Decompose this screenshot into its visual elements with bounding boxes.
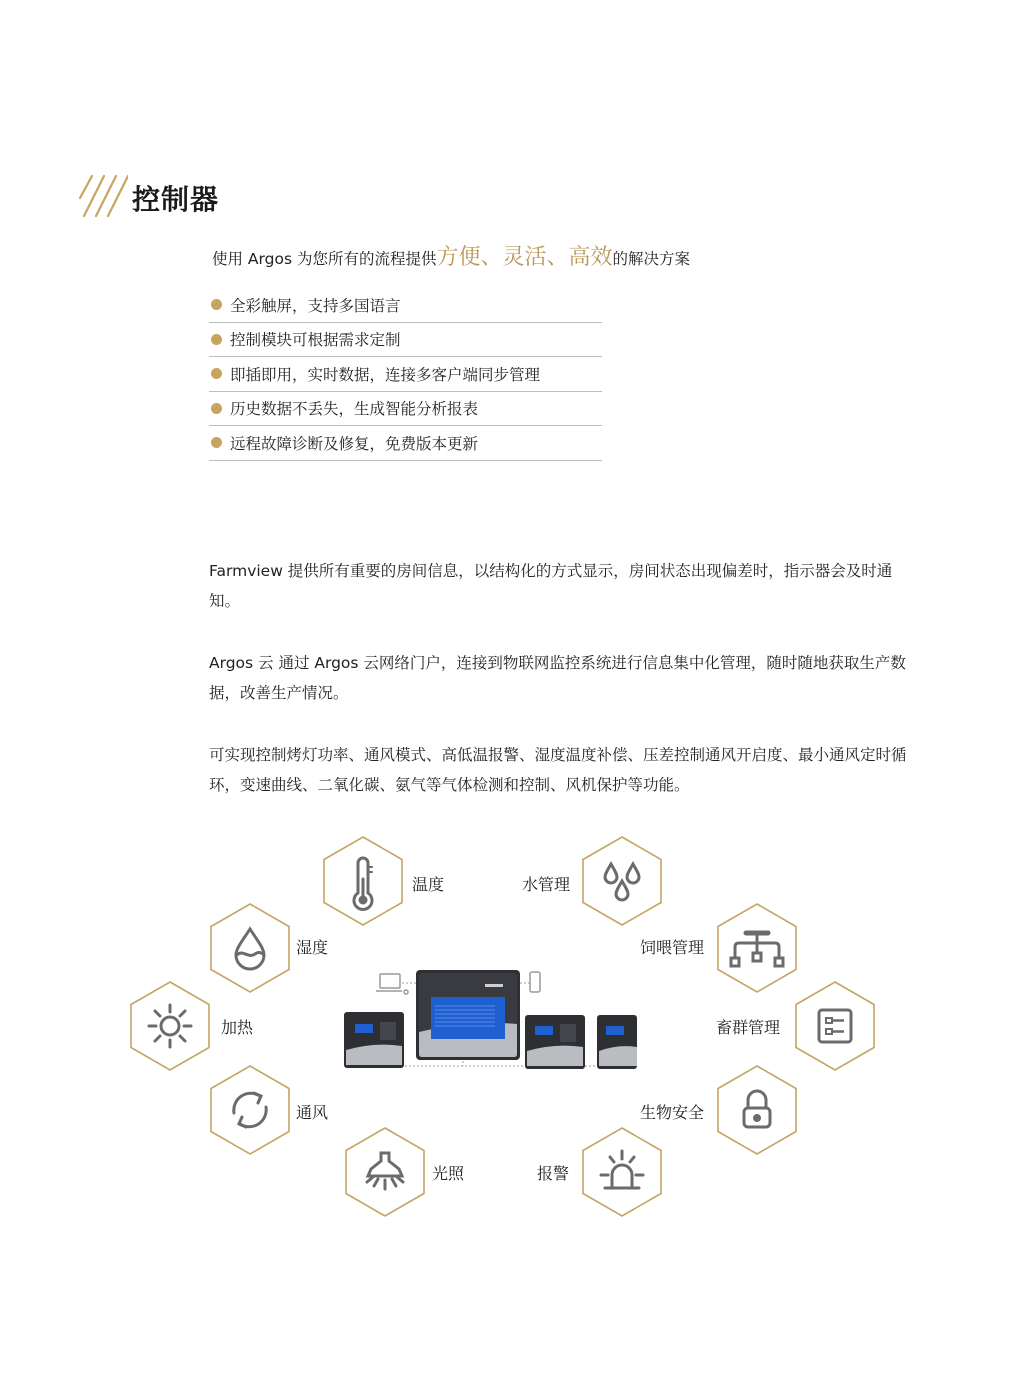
thermometer-icon: [354, 858, 372, 909]
sun-icon: [149, 1005, 191, 1047]
hex-herd: [795, 981, 875, 1071]
label-feeding: 饲喂管理: [640, 938, 705, 957]
feature-label: 远程故障诊断及修复，免费版本更新: [230, 434, 479, 453]
paragraph-farmview: Farmview 提供所有重要的房间信息，以结构化的方式显示，房间状态出现偏差时，指示器会及时通知。: [209, 562, 893, 610]
hex-lighting: [345, 1127, 425, 1217]
label-humidity: 湿度: [296, 938, 329, 957]
label-herd: 畜群管理: [716, 1018, 781, 1037]
lamp-icon: [367, 1153, 403, 1189]
bullet-icon: [211, 299, 222, 310]
computer-icon: [376, 974, 408, 994]
label-biosecurity: 生物安全: [640, 1103, 705, 1122]
hex-feeding: [717, 903, 797, 993]
paragraph-argos-cloud: Argos 云 通过 Argos 云网络门户，连接到物联网监控系统进行信息集中化管理，随时随地获取生产数据，改善生产情况。: [209, 654, 906, 702]
feature-item: [209, 392, 602, 427]
refresh-arrows-icon: [234, 1093, 266, 1127]
hex-humidity: [210, 903, 290, 993]
decorative-slashes-icon: [78, 174, 128, 218]
humidity-drop-icon: [236, 929, 264, 969]
small-controller-device-3: [597, 1015, 637, 1069]
label-alarm: 报警: [537, 1164, 570, 1183]
list-icon: [819, 1010, 851, 1042]
feature-item: [209, 357, 602, 392]
hex-alarm: [582, 1127, 662, 1217]
padlock-icon: [744, 1091, 770, 1127]
alarm-beacon-icon: [601, 1151, 643, 1188]
feature-list: [209, 288, 602, 461]
label-heating: 加热: [221, 1018, 254, 1037]
tagline-suffix: 的解决方案: [612, 250, 690, 268]
label-temperature: 温度: [412, 875, 445, 894]
label-lighting: 光照: [432, 1164, 465, 1183]
small-controller-device-1: [344, 1012, 404, 1068]
feature-label: 控制模块可根据需求定制: [230, 331, 401, 350]
feature-item: [209, 426, 602, 461]
hex-biosecurity: [717, 1065, 797, 1155]
feeding-network-icon: [731, 933, 783, 966]
feature-label: 即插即用，实时数据，连接多客户端同步管理: [230, 365, 541, 384]
feature-item: [209, 288, 602, 323]
tagline-highlight: 方便、灵活、高效: [436, 245, 613, 270]
hex-temperature: [323, 836, 403, 926]
label-ventilation: 通风: [296, 1103, 329, 1122]
bullet-icon: [211, 437, 222, 448]
main-controller-device: [416, 970, 520, 1060]
bullet-icon: [211, 403, 222, 414]
tagline: [212, 240, 690, 271]
small-controller-device-2: [525, 1015, 585, 1069]
tagline-prefix: 使用 Argos 为您所有的流程提供: [212, 250, 437, 268]
hex-water: [582, 836, 662, 926]
paragraph-functions: 可实现控制烤灯功率、通风模式、高低温报警、湿度温度补偿、压差控制通风开启度、最小通风定时循环，变速曲线、二氧化碳、氨气等气体检测和控制、风机保护等功能。: [209, 746, 907, 794]
page-title: 控制器: [132, 183, 220, 216]
water-drops-icon: [605, 864, 639, 900]
phone-icon: [530, 972, 540, 992]
feature-item: [209, 323, 602, 358]
feature-label: 历史数据不丢失，生成智能分析报表: [230, 400, 479, 419]
controller-devices-illustration: [340, 962, 640, 1072]
hex-ventilation: [210, 1065, 290, 1155]
bullet-icon: [211, 334, 222, 345]
label-water: 水管理: [522, 875, 571, 894]
hex-heating: [130, 981, 210, 1071]
bullet-icon: [211, 368, 222, 379]
feature-label: 全彩触屏，支持多国语言: [230, 296, 401, 315]
